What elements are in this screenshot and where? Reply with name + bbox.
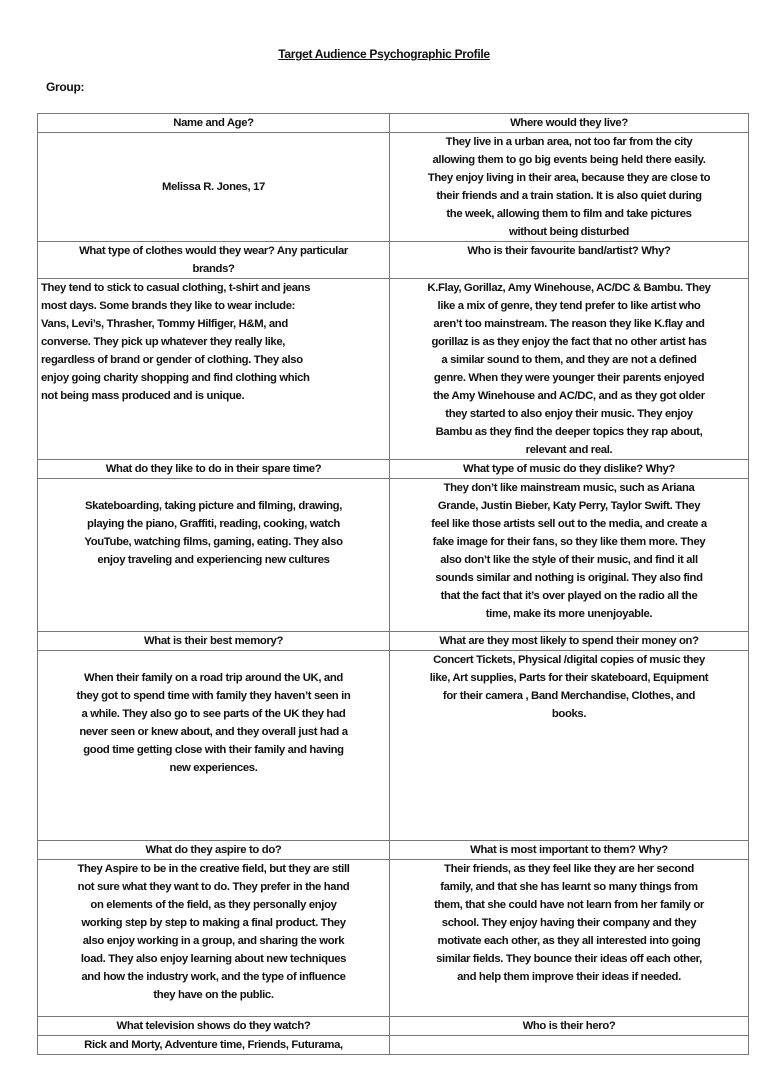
text-line: enjoy traveling and experiencing new cultures — [97, 554, 330, 566]
text-line: the Amy Winehouse and AC/DC, and as they got older — [433, 390, 705, 402]
text-line: most days. Some brands they like to wear include: — [41, 300, 296, 312]
question-cell — [38, 841, 390, 860]
answer-cell — [390, 651, 749, 841]
text-line: What type of clothes would they wear? Any particular — [79, 245, 348, 257]
text-line: without being disturbed — [509, 226, 629, 238]
question-cell — [38, 632, 390, 651]
group-label: Group: — [46, 80, 85, 94]
profile-table — [37, 113, 749, 1055]
text-line: they have on the public. — [153, 989, 274, 1001]
text-line: They Aspire to be in the creative field, but they are still — [77, 863, 350, 875]
text-line: YouTube, watching films, gaming, eating. They also — [84, 536, 343, 548]
text-line: regardless of brand or gender of clothing. They also — [41, 354, 303, 366]
question-cell — [38, 460, 390, 479]
answer-cell — [38, 479, 390, 632]
text-line: also enjoy working in a group, and sharing the work — [82, 935, 345, 947]
text-line: brands? — [192, 263, 235, 275]
question-cell — [390, 114, 749, 133]
answer-row — [38, 860, 749, 1017]
text-line: They don’t like mainstream music, such as Ariana — [443, 482, 695, 494]
question-row — [38, 114, 749, 133]
question-cell — [390, 1017, 749, 1036]
text-line: They enjoy living in their area, because they are close to — [427, 172, 711, 184]
text-line: Rick and Morty, Adventure time, Friends, Futurama, — [84, 1039, 343, 1051]
text-line: them, that she could have not learn from her family or — [434, 899, 704, 911]
text-line: the week, allowing them to film and take pictures — [446, 208, 692, 220]
question-cell — [38, 1017, 390, 1036]
answer-cell — [390, 1036, 749, 1055]
answer-cell — [390, 479, 749, 632]
answer-cell — [38, 133, 390, 242]
text-line: also don’t like the style of their music, and find it all — [440, 554, 698, 566]
text-line: Who is their hero? — [522, 1020, 616, 1032]
text-line: a while. They also go to see parts of the UK they had — [81, 708, 346, 720]
answer-cell — [38, 1036, 390, 1055]
question-cell — [390, 242, 749, 279]
text-line: converse. They pick up whatever they really like, — [41, 336, 286, 348]
text-line: like a mix of genre, they tend prefer to like artist who — [437, 300, 701, 312]
text-line: What type of music do they dislike? Why? — [463, 463, 675, 475]
question-cell — [390, 841, 749, 860]
text-line: sounds similar and nothing is original. They also find — [435, 572, 703, 584]
text-line: enjoy going charity shopping and find clothing which — [41, 372, 310, 384]
text-line: fake image for their fans, so they like them more. They — [432, 536, 706, 548]
question-cell — [390, 460, 749, 479]
text-line: allowing them to go big events being held there easily. — [432, 154, 706, 166]
text-line: good time getting close with their family and having — [83, 744, 344, 756]
text-line: never seen or knew about, and they overall just had a — [79, 726, 348, 738]
text-line: time, make its more unenjoyable. — [485, 608, 653, 620]
text-line: Vans, Levi’s, Thrasher, Tommy Hilfiger, H&M, and — [41, 318, 288, 330]
text-line: family, and that she has learnt so many things from — [440, 881, 698, 893]
page-title: Target Audience Psychographic Profile — [278, 47, 490, 61]
text-line: playing the piano, Graffiti, reading, cooking, watch — [87, 518, 340, 530]
question-cell — [390, 632, 749, 651]
text-line: When their family on a road trip around the UK, and — [84, 672, 343, 684]
question-row — [38, 460, 749, 479]
answer-cell — [38, 651, 390, 841]
text-line: What do they like to do in their spare time? — [105, 463, 322, 475]
text-line: they started to also enjoy their music. They enjoy — [445, 408, 693, 420]
text-line: that the fact that it’s over played on the radio all the — [440, 590, 698, 602]
text-line: Name and Age? — [173, 117, 254, 129]
text-line: aren’t too mainstream. The reason they like K.flay and — [433, 318, 705, 330]
text-line: load. They also enjoy learning about new techniques — [80, 953, 347, 965]
text-line: What television shows do they watch? — [116, 1020, 311, 1032]
question-row — [38, 841, 749, 860]
text-line: not sure what they want to do. They prefer in the hand — [77, 881, 350, 893]
text-line: Concert Tickets, Physical /digital copies of music they — [433, 654, 705, 666]
text-line: Their friends, as they feel like they are her second — [444, 863, 694, 875]
text-line: working step by step to making a final product. They — [81, 917, 346, 929]
answer-row — [38, 651, 749, 841]
answer-row — [38, 479, 749, 632]
text-line: Where would they live? — [510, 117, 628, 129]
text-line: What is most important to them? Why? — [470, 844, 668, 856]
text-line: They tend to stick to casual clothing, t-shirt and jeans — [41, 282, 311, 294]
text-line: What are they most likely to spend their money on? — [439, 635, 699, 647]
question-cell — [38, 242, 390, 279]
answer-cell — [390, 133, 749, 242]
text-line: on elements of the field, as they personally enjoy — [90, 899, 337, 911]
text-line: feel like those artists sell out to the media, and create a — [431, 518, 707, 530]
text-line: a similar sound to them, and they are not a defined — [441, 354, 697, 366]
text-line: They live in a urban area, not too far from the city — [445, 136, 693, 148]
text-line: similar fields. They bounce their ideas off each other, — [436, 953, 702, 965]
text-line: genre. When they were younger their parents enjoyed — [433, 372, 705, 384]
text-line: Melissa R. Jones, 17 — [162, 181, 265, 193]
question-row — [38, 242, 749, 279]
answer-cell — [390, 279, 749, 460]
text-line: K.Flay, Gorillaz, Amy Winehouse, AC/DC & Bambu. They — [427, 282, 711, 294]
text-line: for their camera , Band Merchandise, Clothes, and — [442, 690, 696, 702]
text-line: school. They enjoy having their company and they — [441, 917, 697, 929]
answer-row — [38, 1036, 749, 1055]
text-line: like, Art supplies, Parts for their skateboard, Equipment — [429, 672, 709, 684]
answer-cell — [38, 860, 390, 1017]
text-line: new experiences. — [169, 762, 258, 774]
text-line: Bambu as they find the deeper topics they rap about, — [435, 426, 703, 438]
answer-row — [38, 133, 749, 242]
text-line: What is their best memory? — [143, 635, 284, 647]
answer-cell — [38, 279, 390, 460]
text-line: gorillaz is as they enjoy the fact that no other artist has — [431, 336, 707, 348]
text-line: not being mass produced and is unique. — [41, 390, 245, 402]
text-line: and help them improve their ideas if needed. — [457, 971, 681, 983]
text-line: Skateboarding, taking picture and filming, drawing, — [84, 500, 343, 512]
answer-row — [38, 279, 749, 460]
question-row — [38, 632, 749, 651]
text-line: and how the industry work, and the type of influence — [81, 971, 346, 983]
text-line: Grande, Justin Bieber, Katy Perry, Taylor Swift. They — [437, 500, 701, 512]
question-cell — [38, 114, 390, 133]
text-line: What do they aspire to do? — [145, 844, 282, 856]
text-line: they got to spend time with family they haven’t seen in — [76, 690, 351, 702]
text-line: motivate each other, as they all interested into going — [437, 935, 701, 947]
answer-cell — [390, 860, 749, 1017]
question-row — [38, 1017, 749, 1036]
text-line: books. — [551, 708, 587, 720]
text-line: relevant and real. — [525, 444, 613, 456]
text-line: their friends and a train station. It is also quiet during — [436, 190, 702, 202]
text-line: Who is their favourite band/artist? Why? — [467, 245, 671, 257]
